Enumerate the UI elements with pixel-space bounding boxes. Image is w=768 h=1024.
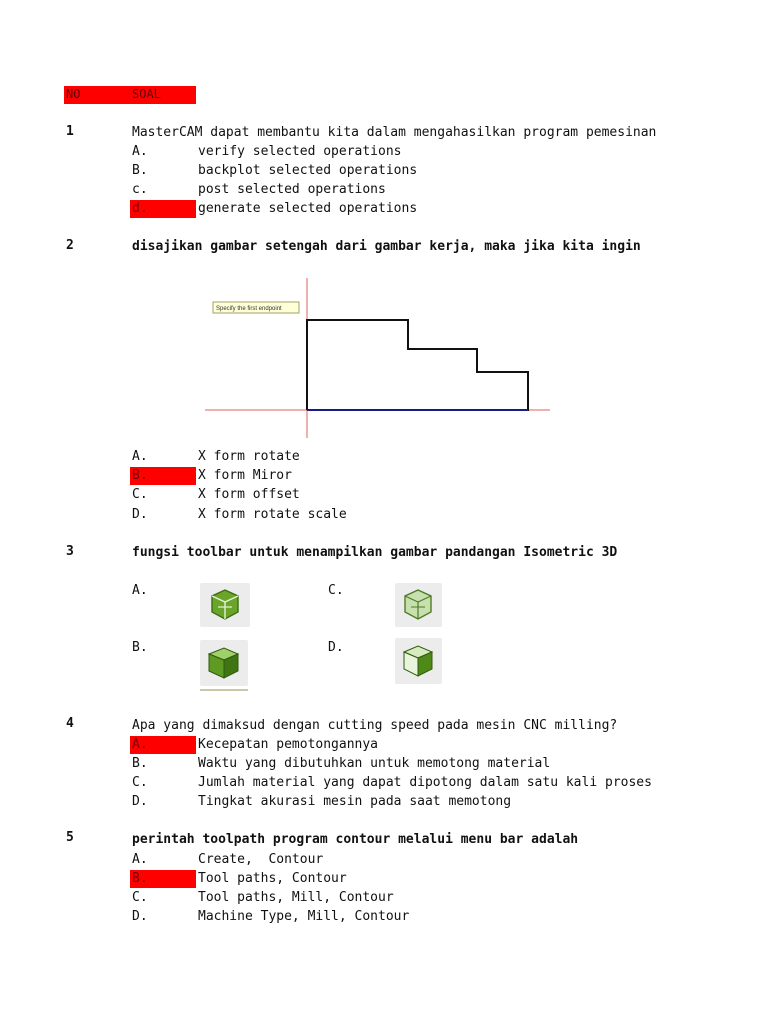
header-no: NO (66, 87, 81, 101)
question-5-number: 5 (66, 830, 74, 845)
q1-option-d-text: generate selected operations (198, 201, 418, 216)
q1-option-c-letter: c. (132, 182, 148, 197)
q5-option-b-letter-highlighted: B. (130, 870, 196, 888)
q1-option-c-text: post selected operations (198, 182, 386, 197)
q5-option-d-text: Machine Type, Mill, Contour (198, 909, 410, 924)
q5-option-b-text: Tool paths, Contour (198, 871, 347, 886)
question-2-number: 2 (66, 238, 74, 253)
header-soal: SOAL (132, 87, 161, 101)
q4-option-b-text: Waktu yang dibutuhkan untuk memotong material (198, 756, 551, 771)
q5-option-c-letter: C. (132, 890, 148, 905)
icon-underline (200, 689, 248, 691)
q2-option-b-letter-highlighted: B. (130, 467, 196, 485)
q3-option-b-letter: B. (132, 640, 148, 655)
isometric-wireframe-icon (200, 583, 250, 627)
question-1-text: MasterCAM dapat membantu kita dalam mengahasilkan program pemesinan (132, 125, 656, 140)
q2-option-c-text: X form offset (198, 487, 300, 502)
q4-option-d-letter: D. (132, 794, 148, 809)
q3-option-d-letter: D. (328, 640, 344, 655)
q5-option-c-text: Tool paths, Mill, Contour (198, 890, 394, 905)
question-2-text: disajikan gambar setengah dari gambar kerja, maka jika kita ingin (132, 239, 641, 254)
question-3-text: fungsi toolbar untuk menampilkan gambar pandangan Isometric 3D (132, 545, 618, 560)
table-header (64, 86, 196, 104)
q5-option-a-letter: A. (132, 852, 148, 867)
question-3-number: 3 (66, 544, 74, 559)
q2-option-d-letter: D. (132, 507, 148, 522)
tooltip-text: Specify the first endpoint (216, 306, 282, 312)
q2-option-a-text: X form rotate (198, 449, 300, 464)
isometric-shaded-icon (200, 640, 248, 686)
q1-option-a-letter: A. (132, 144, 148, 159)
q3-option-c-letter: C. (328, 583, 344, 598)
q4-option-a-letter-highlighted: A. (130, 736, 196, 754)
q2-option-b-text: X form Miror (198, 468, 292, 483)
q4-option-c-text: Jumlah material yang dapat dipotong dalam satu kali proses (198, 775, 652, 790)
q2-option-a-letter: A. (132, 449, 148, 464)
question-1-number: 1 (66, 124, 74, 139)
isometric-hidden-line-icon (395, 583, 442, 627)
q1-option-d-letter-highlighted: d. (130, 200, 196, 218)
q5-option-a-text: Create, Contour (198, 852, 324, 867)
q1-option-b-text: backplot selected operations (198, 163, 418, 178)
q4-option-a-text: Kecepatan pemotongannya (198, 737, 379, 752)
q3-option-a-letter: A. (132, 583, 148, 598)
q4-option-c-letter: C. (132, 775, 148, 790)
mastercam-figure (205, 270, 550, 438)
q2-option-c-letter: C. (132, 487, 148, 502)
isometric-shaded-light-icon (395, 638, 442, 684)
question-5-text: perintah toolpath program contour melalui menu bar adalah (132, 832, 579, 847)
q1-option-b-letter: B. (132, 163, 148, 178)
question-4-text: Apa yang dimaksud dengan cutting speed pada mesin CNC milling? (132, 718, 618, 733)
q2-option-d-text: X form rotate scale (198, 507, 347, 522)
q1-option-a-text: verify selected operations (198, 144, 402, 159)
q5-option-d-letter: D. (132, 909, 148, 924)
question-4-number: 4 (66, 716, 74, 731)
q4-option-b-letter: B. (132, 756, 148, 771)
q4-option-d-text: Tingkat akurasi mesin pada saat memotong (198, 794, 512, 809)
stepped-profile (307, 320, 528, 410)
half-workpiece-drawing (205, 270, 550, 438)
